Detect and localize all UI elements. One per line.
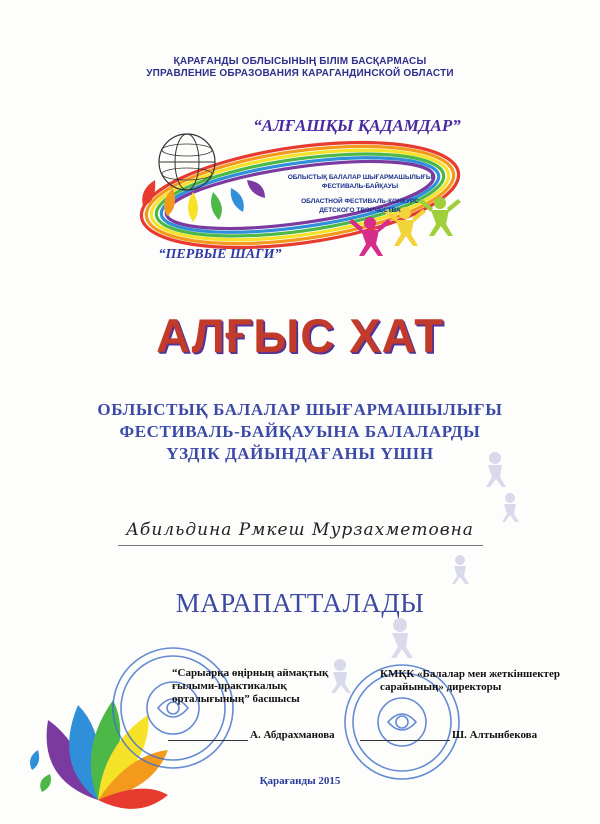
signatory-name-left: А. Абдрахманова — [250, 729, 335, 741]
official-stamp-left-icon — [108, 643, 238, 773]
reason-line-1: ОБЛЫСТЫҚ БАЛАЛАР ШЫҒАРМАШЫЛЫҒЫ — [97, 400, 503, 419]
signature-right-line1: КМҚК «Балалар мен жеткіншектер — [380, 668, 560, 680]
signature-line-left — [168, 740, 248, 741]
header-line-kz: ҚАРАҒАНДЫ ОБЛЫСЫНЫҢ БІЛІМ БАСҚАРМАСЫ — [173, 56, 427, 67]
logo-name-kz: “АЛҒАШҚЫ ҚАДАМДАР” — [253, 116, 461, 135]
signature-left-line1: “Сарыарқа өңірның аймақтық — [172, 667, 329, 679]
signature-block-right — [380, 668, 560, 694]
reason-line-2: ФЕСТИВАЛЬ-БАЙҚАУЫНА БАЛАЛАРДЫ — [119, 422, 481, 441]
festival-name-ru — [260, 197, 460, 215]
signature-left-line3: орталығының” басшысы — [172, 693, 300, 705]
globe-icon — [159, 134, 215, 190]
header-line-ru: УПРАВЛЕНИЕ ОБРАЗОВАНИЯ КАРАГАНДИНСКОЙ ОБЛАСТИ — [146, 68, 454, 79]
festival-kz-line1: ОБЛЫСТЫҚ БАЛАЛАР ШЫҒАРМАШЫЛЫҒЫ — [287, 174, 433, 181]
awarded-label: МАРАПАТТАЛАДЫ — [175, 588, 425, 618]
festival-name-kz — [260, 173, 460, 191]
footer-place-year: Қарағанды 2015 — [259, 775, 341, 787]
logo-name-ru: “ПЕРВЫЕ ШАГИ” — [158, 247, 282, 262]
document-title: АЛҒЫС ХАТ — [156, 309, 444, 362]
signatory-name-right: Ш. Алтынбекова — [452, 729, 538, 741]
signature-line-right — [360, 740, 450, 741]
reason-line-3: ҮЗДІК ДАЙЫНДАҒАНЫ ҮШІН — [166, 444, 434, 463]
signature-block-left — [172, 667, 342, 706]
signature-left-line2: ғылыми-практикалық — [172, 680, 287, 692]
festival-ru-line2: ДЕТСКОГО ТВОРЧЕСТВА — [319, 207, 401, 214]
recipient-name: Абильдина Рмкеш Мурзахметовна — [126, 520, 474, 540]
decorative-figures-icon — [320, 450, 550, 690]
festival-ru-line1: ОБЛАСТНОЙ ФЕСТИВАЛЬ-КОНКУРС — [301, 198, 419, 205]
festival-kz-line2: ФЕСТИВАЛЬ-БАЙҚАУЫ — [321, 183, 399, 190]
signature-right-line2: сарайының» директоры — [380, 681, 502, 693]
